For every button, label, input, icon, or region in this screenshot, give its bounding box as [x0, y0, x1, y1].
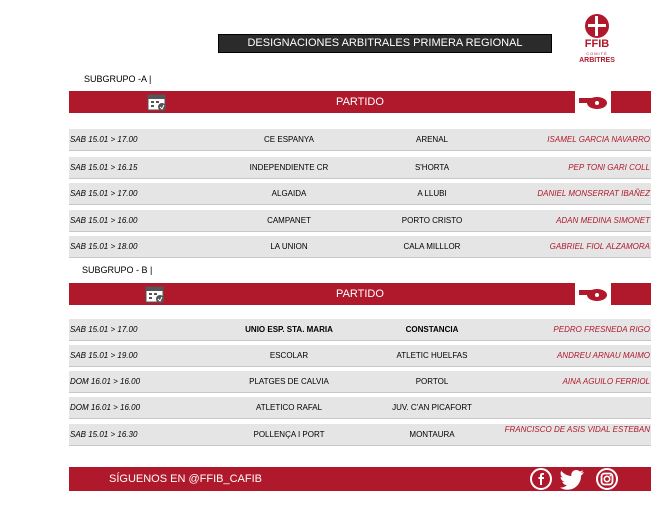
table-row [69, 210, 651, 232]
basketball-icon [585, 14, 609, 38]
twitter-icon[interactable] [560, 468, 586, 490]
referee: PEP TONI GARI COLL [568, 163, 650, 172]
instagram-icon[interactable] [596, 468, 618, 490]
whistle-box [575, 91, 611, 113]
home-team: CAMPANET [267, 216, 311, 225]
home-team: INDEPENDIENTE CR [249, 163, 329, 172]
match-date: SAB 15.01 > 17.00 [70, 135, 138, 144]
whistle-icon [577, 94, 609, 110]
ffib-logo [577, 14, 617, 70]
away-team: PORTO CRISTO [401, 216, 463, 225]
match-date: SAB 15.01 > 16.30 [70, 430, 138, 439]
table-row [69, 319, 651, 341]
referee: FRANCISCO DE ASIS VIDAL ESTEBAN [504, 425, 650, 434]
referee: GABRIEL FIOL ALZAMORA [549, 242, 650, 251]
match-date: SAB 15.01 > 16.00 [70, 216, 138, 225]
banner-label: PARTIDO [336, 288, 384, 300]
table-row [69, 371, 651, 393]
away-team: MONTAURA [409, 430, 455, 439]
away-team: PORTOL [415, 377, 449, 386]
away-team: JUV. C'AN PICAFORT [392, 403, 472, 412]
table-row [69, 424, 651, 446]
home-team: ESCOLAR [269, 351, 309, 360]
table-row [69, 183, 651, 205]
page-title: DESIGNACIONES ARBITRALES PRIMERA REGIONAL [218, 34, 552, 53]
table-row [69, 236, 651, 258]
table-row [69, 397, 651, 419]
table-row [69, 157, 651, 179]
logo-line2: ARBITRES [579, 57, 615, 64]
match-date: DOM 16.01 > 16.00 [70, 377, 141, 386]
away-team: A LLUBI [417, 189, 447, 198]
match-date: DOM 16.01 > 16.00 [70, 403, 141, 412]
match-date: SAB 15.01 > 17.00 [70, 189, 138, 198]
table-row [69, 345, 651, 367]
referee: ANDREU ARNAU MAIMO [556, 351, 650, 360]
away-team: CONSTANCIA [405, 325, 459, 334]
home-team: POLLENÇA I PORT [253, 430, 325, 439]
away-team: CALA MILLLOR [403, 242, 461, 251]
match-date: SAB 15.01 > 17.00 [70, 325, 138, 334]
logo-name: FFIB [584, 38, 610, 50]
home-team: UNIO ESP. STA. MARIA [245, 325, 333, 334]
referee: AINA AGUILO FERRIOL [562, 377, 650, 386]
match-date: SAB 15.01 > 19.00 [70, 351, 138, 360]
referee: PEDRO FRESNEDA RIGO [553, 325, 650, 334]
subgroup-a-title: SUBGRUPO -A | [84, 74, 152, 84]
away-team: ATLETIC HUELFAS [396, 351, 468, 360]
facebook-icon[interactable] [530, 468, 552, 490]
home-team: LA UNION [270, 242, 308, 251]
away-team: S'HORTA [414, 163, 450, 172]
footer-bar [69, 467, 651, 491]
match-date: SAB 15.01 > 16.15 [70, 163, 138, 172]
subgroup-b-banner [69, 283, 651, 305]
whistle-icon [577, 286, 609, 302]
match-date: SAB 15.01 > 18.00 [70, 242, 138, 251]
subgroup-b-title: SUBGRUPO - B | [82, 265, 153, 275]
subgroup-a-banner [69, 91, 651, 113]
home-team: ALGAIDA [271, 189, 307, 198]
away-team: ARENAL [415, 135, 448, 144]
home-team: PLATGES DE CALVIA [249, 377, 329, 386]
referee: DANIEL MONSERRAT IBAÑEZ [537, 189, 650, 198]
referee: ADAN MEDINA SIMONET [556, 216, 650, 225]
whistle-box [575, 283, 611, 305]
home-team: ATLETICO RAFAL [255, 403, 323, 412]
social-handle: SÍGUENOS EN @FFIB_CAFIB [109, 473, 262, 485]
logo-line1: COMITÉ [586, 51, 608, 56]
home-team: CE ESPANYA [264, 135, 314, 144]
banner-label: PARTIDO [336, 96, 384, 108]
referee: ISAMEL GARCIA NAVARRO [547, 135, 650, 144]
table-row [69, 129, 651, 151]
